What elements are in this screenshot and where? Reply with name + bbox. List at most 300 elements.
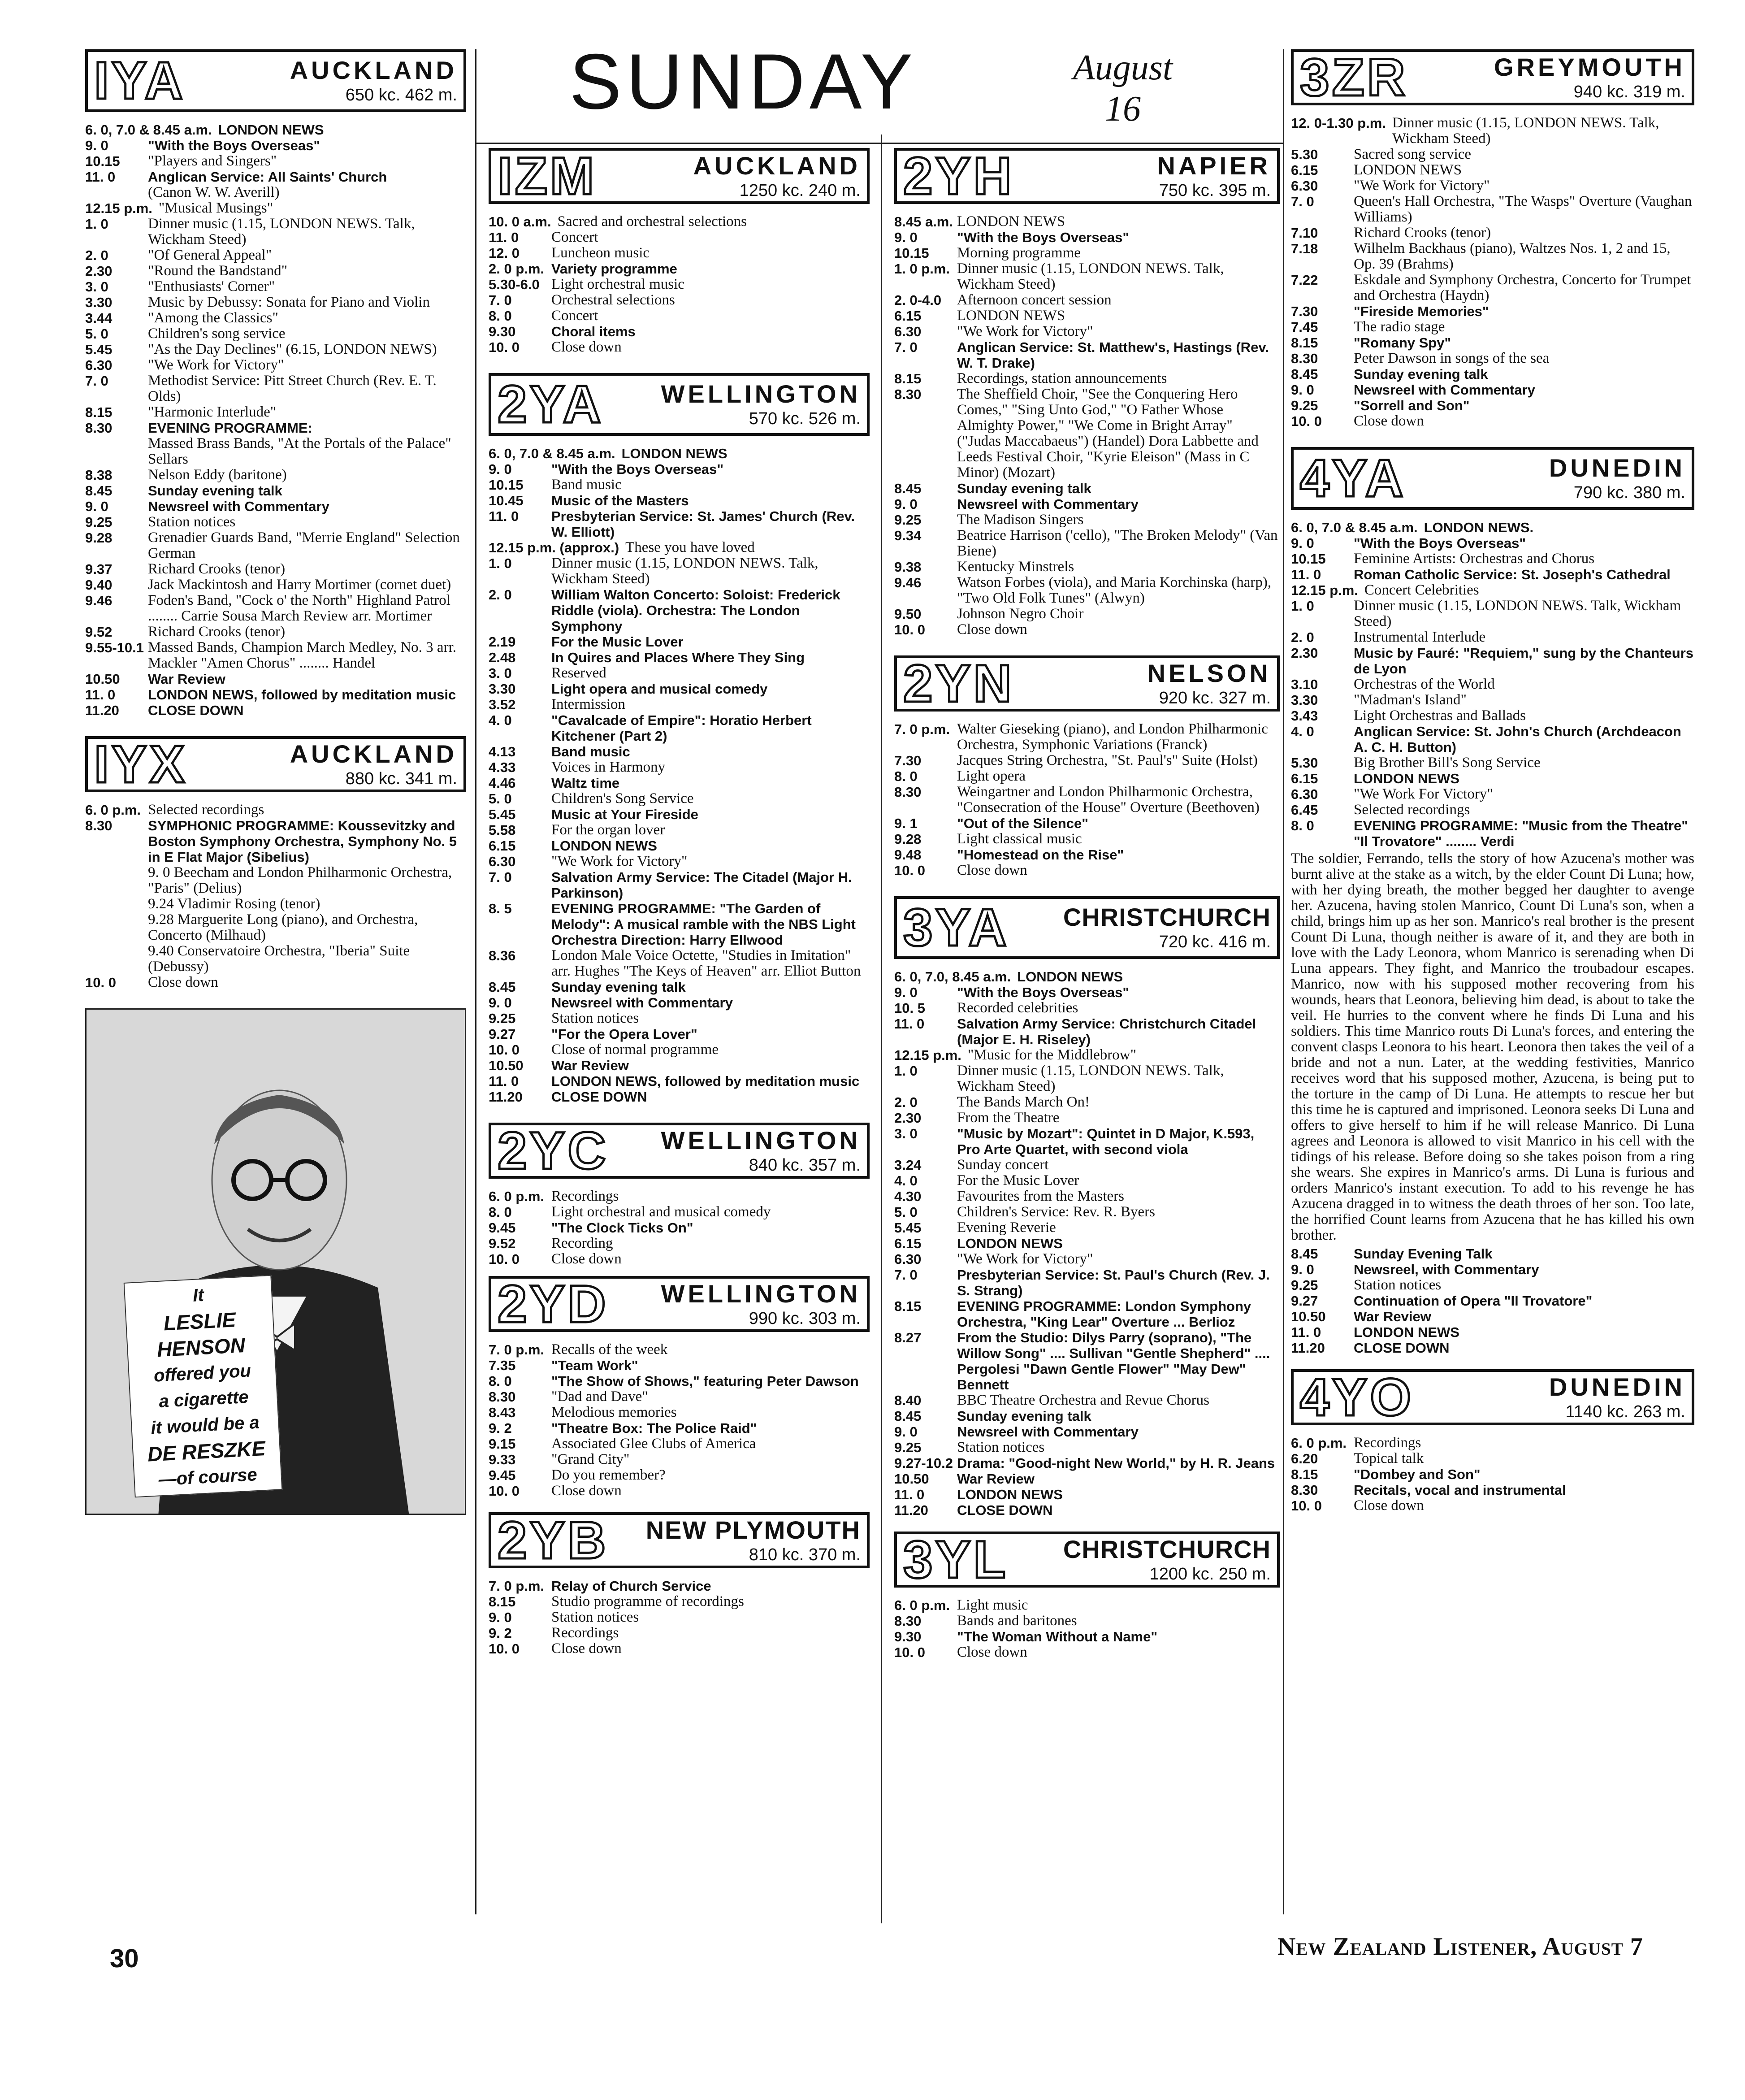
schedule-programme: "Dombey and Son" xyxy=(1354,1467,1481,1482)
schedule-programme: Close down xyxy=(551,1640,622,1657)
schedule-item xyxy=(85,404,466,420)
station-header-3yl xyxy=(894,1532,1280,1588)
schedule-item xyxy=(489,1204,870,1220)
schedule-programme: Orchestral selections xyxy=(551,292,675,308)
schedule-time: 9. 0 xyxy=(489,461,512,477)
schedule-item xyxy=(85,122,466,138)
schedule-time: 9.25 xyxy=(1291,1277,1318,1293)
schedule-programme: Richard Crooks (tenor) xyxy=(148,561,286,577)
schedule-programme: Newsreel with Commentary xyxy=(1354,382,1535,398)
ad-line: It xyxy=(192,1285,204,1306)
schedule-item xyxy=(489,759,870,775)
schedule-item xyxy=(85,865,466,896)
schedule-time: 8.30 xyxy=(489,1389,516,1405)
schedule-item xyxy=(1291,398,1694,413)
schedule-time: 9. 0 xyxy=(1291,535,1314,551)
schedule-programme: Light opera xyxy=(957,768,1026,784)
schedule-time: 4. 0 xyxy=(894,1173,918,1189)
ad-line: LESLIE xyxy=(163,1308,237,1335)
publication-footer: New Zealand Listener, August 7 xyxy=(1277,1933,1643,1961)
schedule-item xyxy=(85,499,466,514)
schedule-item xyxy=(85,436,466,467)
schedule-2yc xyxy=(489,1189,870,1267)
schedule-item xyxy=(1291,582,1694,598)
schedule-programme: Children's song service xyxy=(148,325,286,342)
schedule-item xyxy=(489,1011,870,1026)
station-header-3ya xyxy=(894,896,1280,959)
date-month: August xyxy=(1073,48,1173,87)
schedule-item xyxy=(489,854,870,869)
schedule-item xyxy=(894,622,1280,638)
schedule-programme: "Music for the Middlebrow" xyxy=(967,1047,1137,1063)
schedule-time: 7. 0 xyxy=(489,869,512,885)
schedule-time: 8.45 xyxy=(1291,1246,1318,1262)
schedule-item xyxy=(894,985,1280,1000)
column-4 xyxy=(1291,49,1694,1514)
schedule-item xyxy=(894,1298,1280,1330)
schedule-programme: LONDON NEWS xyxy=(1017,969,1123,985)
schedule-programme: Afternoon concert session xyxy=(957,292,1112,308)
schedule-time: 9. 2 xyxy=(489,1625,512,1641)
schedule-time: 9.25 xyxy=(489,1011,516,1026)
schedule-time: 6. 0 p.m. xyxy=(894,1597,950,1613)
schedule-time: 6. 0 p.m. xyxy=(1291,1435,1347,1451)
schedule-item xyxy=(489,1641,870,1657)
schedule-item xyxy=(85,420,466,436)
schedule-item xyxy=(894,324,1280,339)
schedule-item xyxy=(1291,1246,1694,1262)
schedule-programme: Massed Brass Bands, "At the Portals of the Palace" Sellars xyxy=(148,435,451,467)
schedule-time: 6.15 xyxy=(1291,771,1318,786)
station-city: CHRISTCHURCH xyxy=(1063,903,1271,931)
schedule-time: 10. 0 xyxy=(894,622,925,638)
schedule-item xyxy=(894,721,1280,753)
schedule-item xyxy=(85,153,466,169)
schedule-item xyxy=(1291,1498,1694,1514)
schedule-time: 11. 0 xyxy=(489,230,519,245)
schedule-programme: "We Work for Victory" xyxy=(148,357,284,373)
schedule-time: 10.15 xyxy=(1291,551,1326,567)
schedule-time: 3.24 xyxy=(894,1157,922,1173)
schedule-time: 9. 0 xyxy=(894,985,918,1000)
schedule-time: 10.50 xyxy=(1291,1309,1326,1324)
schedule-item xyxy=(489,1578,870,1594)
schedule-item xyxy=(489,1610,870,1625)
schedule-programme: Favourites from the Masters xyxy=(957,1188,1125,1204)
schedule-programme: "We Work For Victory" xyxy=(1354,786,1493,802)
schedule-time: 9.46 xyxy=(894,575,922,590)
schedule-programme: 9.40 Conservatoire Orchestra, "Iberia" Suite (Debussy) xyxy=(148,943,410,975)
column-rule-2 xyxy=(881,135,882,1923)
station-call: 2YH xyxy=(903,148,1014,206)
schedule-item xyxy=(894,1597,1280,1613)
schedule-item xyxy=(489,214,870,230)
ad-line: a cigarette xyxy=(158,1387,249,1412)
schedule-item xyxy=(85,247,466,263)
schedule-programme: Close down xyxy=(551,1251,622,1267)
station-header-2yd xyxy=(489,1276,870,1332)
schedule-time: 6. 0, 7.0 & 8.45 a.m. xyxy=(1291,520,1418,535)
schedule-programme: Methodist Service: Pitt Street Church (Rev. E. T. Olds) xyxy=(148,373,437,404)
schedule-time: 5. 0 xyxy=(489,791,512,807)
schedule-programme: Jack Mackintosh and Harry Mortimer (cornet duet) xyxy=(148,577,451,593)
schedule-programme: Music of the Masters xyxy=(551,493,689,508)
schedule-programme: Jacques String Orchestra, "St. Paul's" Suite (Holst) xyxy=(957,752,1258,768)
schedule-item xyxy=(894,1047,1280,1063)
station-header-2yb xyxy=(489,1512,870,1568)
schedule-item xyxy=(85,896,466,912)
schedule-time: 7.30 xyxy=(1291,304,1318,319)
station-call: 2YA xyxy=(498,375,604,434)
schedule-3zr xyxy=(1291,115,1694,429)
station-frequency: 840 kc. 357 m. xyxy=(749,1155,861,1175)
schedule-item xyxy=(894,481,1280,496)
schedule-item xyxy=(85,703,466,718)
schedule-item xyxy=(1291,1277,1694,1293)
schedule-programme: Walter Gieseking (piano), and London Philharmonic Orchestra, Symphonic Variations (Franck) xyxy=(957,721,1268,753)
station-header-2yn xyxy=(894,655,1280,712)
schedule-time: 6. 0, 7.0 & 8.45 a.m. xyxy=(85,122,212,138)
schedule-programme: "With the Boys Overseas" xyxy=(551,461,724,477)
schedule-programme: Station notices xyxy=(1354,1277,1442,1293)
schedule-item xyxy=(489,261,870,277)
schedule-time: 6. 0 p.m. xyxy=(489,1189,545,1204)
schedule-item xyxy=(489,1483,870,1499)
schedule-item xyxy=(489,1594,870,1610)
schedule-time: 12. 0-1.30 p.m. xyxy=(1291,115,1386,131)
schedule-programme: Recording xyxy=(551,1235,613,1251)
schedule-item xyxy=(489,712,870,744)
column-1 xyxy=(85,49,466,1515)
schedule-programme: Dinner music (1.15, LONDON NEWS. Talk, Wickham Steed) xyxy=(551,555,818,587)
schedule-time: 9.40 xyxy=(85,577,113,593)
schedule-item xyxy=(1291,1482,1694,1498)
schedule-time: 7.45 xyxy=(1291,319,1318,335)
schedule-programme: Light classical music xyxy=(957,831,1082,847)
schedule-time: 12.15 p.m. (approx.) xyxy=(489,540,619,555)
schedule-time: 5.30 xyxy=(1291,147,1318,162)
column-rule-3 xyxy=(1283,49,1284,1914)
schedule-programme: Anglican Service: St. John's Church (Archdeacon A. C. H. Button) xyxy=(1354,724,1681,755)
schedule-programme: LONDON NEWS xyxy=(957,213,1065,230)
schedule-programme: Presbyterian Service: St. Paul's Church (Rev. J. S. Strang) xyxy=(957,1267,1270,1298)
schedule-item xyxy=(894,1094,1280,1110)
station-city: WELLINGTON xyxy=(661,380,861,408)
schedule-item xyxy=(489,1452,870,1467)
schedule-item xyxy=(894,1173,1280,1189)
schedule-item xyxy=(85,943,466,975)
schedule-3ya xyxy=(894,969,1280,1518)
schedule-item xyxy=(1291,225,1694,241)
schedule-item xyxy=(894,1204,1280,1220)
schedule-item xyxy=(1291,786,1694,802)
schedule-item xyxy=(85,279,466,295)
schedule-programme: "Madman's Island" xyxy=(1354,692,1467,708)
schedule-programme: "Dad and Dave" xyxy=(551,1388,648,1405)
schedule-programme: Wilhelm Backhaus (piano), Waltzes Nos. 1, 2 and 15, Op. 39 (Brahms) xyxy=(1354,240,1671,272)
schedule-programme: Choral items xyxy=(551,324,636,339)
schedule-programme: Sunday evening talk xyxy=(957,1408,1091,1424)
schedule-time: 2.48 xyxy=(489,650,516,665)
schedule-time: 6.30 xyxy=(85,357,113,373)
schedule-item xyxy=(894,1455,1280,1471)
schedule-programme: Instrumental Interlude xyxy=(1354,629,1486,645)
schedule-item xyxy=(85,310,466,326)
schedule-time: 9.52 xyxy=(489,1236,516,1251)
schedule-programme: "Grand City" xyxy=(551,1451,630,1467)
schedule-programme: Selected recordings xyxy=(148,802,264,818)
schedule-time: 10.15 xyxy=(894,245,929,261)
schedule-programme: Concert xyxy=(551,308,598,324)
station-city: CHRISTCHURCH xyxy=(1063,1535,1271,1563)
schedule-time: 8. 0 xyxy=(489,1373,512,1389)
schedule-item xyxy=(1291,319,1694,335)
schedule-programme: In Quires and Places Where They Sing xyxy=(551,650,805,665)
schedule-time: 10. 0 xyxy=(489,1042,520,1058)
schedule-programme: Band music xyxy=(551,477,622,493)
schedule-programme: Sunday concert xyxy=(957,1157,1049,1173)
schedule-item xyxy=(1291,1467,1694,1482)
station-frequency: 880 kc. 341 m. xyxy=(345,769,457,788)
schedule-item xyxy=(1291,802,1694,818)
schedule-item xyxy=(489,681,870,697)
station-call: 4YO xyxy=(1300,1367,1414,1427)
schedule-item xyxy=(1291,1262,1694,1277)
schedule-item xyxy=(1291,724,1694,755)
schedule-time: 5.30 xyxy=(1291,755,1318,771)
station-header-4yo xyxy=(1291,1369,1694,1425)
schedule-item xyxy=(894,1613,1280,1629)
schedule-item xyxy=(489,822,870,838)
schedule-time: 4. 0 xyxy=(1291,724,1314,739)
schedule-item xyxy=(894,371,1280,386)
schedule-item xyxy=(894,1220,1280,1236)
schedule-time: 2.30 xyxy=(894,1110,922,1126)
schedule-programme: "We Work for Victory" xyxy=(1354,178,1490,194)
schedule-time: 7.22 xyxy=(1291,272,1318,288)
schedule-time: 11. 0 xyxy=(489,508,519,524)
station-city: AUCKLAND xyxy=(290,739,457,768)
station-city: AUCKLAND xyxy=(290,56,457,84)
schedule-item xyxy=(489,1405,870,1420)
schedule-item xyxy=(894,1110,1280,1126)
header-rule xyxy=(475,143,1284,144)
page-date xyxy=(1071,47,1174,130)
schedule-programme: Dinner music (1.15, LONDON NEWS. Talk, Wickham Steed) xyxy=(1392,115,1659,147)
schedule-item xyxy=(1291,1293,1694,1309)
schedule-time: 6.15 xyxy=(894,1236,922,1251)
schedule-time: 10. 0 xyxy=(489,1641,520,1657)
schedule-item xyxy=(85,185,466,200)
schedule-item xyxy=(894,559,1280,575)
schedule-time: 12.15 p.m. xyxy=(1291,582,1358,598)
schedule-programme: "Homestead on the Rise" xyxy=(957,847,1124,863)
schedule-item xyxy=(489,775,870,791)
schedule-programme: "Harmonic Interlude" xyxy=(148,404,277,420)
schedule-item xyxy=(1291,629,1694,645)
schedule-item xyxy=(85,624,466,640)
schedule-programme: Recalls of the week xyxy=(551,1341,668,1358)
schedule-programme: "Among the Classics" xyxy=(148,310,278,326)
schedule-programme: "The Clock Ticks On" xyxy=(551,1220,693,1236)
schedule-programme: Drama: "Good-night New World," by H. R. Jeans xyxy=(957,1455,1275,1471)
page-title: SUNDAY xyxy=(569,38,918,126)
schedule-time: 3.30 xyxy=(1291,692,1318,708)
schedule-1zm xyxy=(489,214,870,355)
schedule-item xyxy=(85,467,466,483)
schedule-item xyxy=(85,216,466,247)
schedule-item xyxy=(85,975,466,990)
station-frequency: 920 kc. 327 m. xyxy=(1159,688,1271,707)
schedule-item xyxy=(489,1251,870,1267)
schedule-programme: "Of General Appeal" xyxy=(148,247,272,263)
station-city: NAPIER xyxy=(1157,151,1271,180)
schedule-programme: Massed Bands, Champion March Medley, No. 3 arr. Mackler "Amen Chorus" ........ Handel xyxy=(148,639,456,671)
schedule-time xyxy=(85,896,148,912)
schedule-time: 11. 0 xyxy=(489,1073,519,1089)
schedule-time: 9.46 xyxy=(85,593,113,608)
station-frequency: 940 kc. 319 m. xyxy=(1573,82,1685,101)
schedule-time: 9.48 xyxy=(894,847,922,863)
schedule-item xyxy=(489,1373,870,1389)
schedule-item xyxy=(894,768,1280,784)
schedule-programme: War Review xyxy=(148,671,225,687)
station-header-4ya xyxy=(1291,447,1694,510)
schedule-item xyxy=(894,1408,1280,1424)
schedule-item xyxy=(489,869,870,901)
schedule-time: 7. 0 xyxy=(1291,194,1314,209)
schedule-programme: Studio programme of recordings xyxy=(551,1593,744,1610)
station-header-3zr xyxy=(1291,49,1694,105)
schedule-item xyxy=(1291,1451,1694,1467)
schedule-programme: "Round the Bandstand" xyxy=(148,263,288,279)
schedule-programme: Anglican Service: St. Matthew's, Hastings (Rev. W. T. Drake) xyxy=(957,339,1269,371)
schedule-item xyxy=(85,802,466,818)
schedule-time: 9.25 xyxy=(894,1440,922,1455)
schedule-programme: War Review xyxy=(957,1471,1035,1487)
schedule-item xyxy=(489,995,870,1011)
schedule-item xyxy=(894,969,1280,985)
schedule-programme: EVENING PROGRAMME: "The Garden of Melody": A musical ramble with the NBS Light Orchestra Direction: Harry Ellwood xyxy=(551,901,856,948)
schedule-programme: 9.24 Vladimir Rosing (tenor) xyxy=(148,896,320,912)
schedule-time: 2. 0 xyxy=(894,1094,918,1110)
schedule-time: 9.37 xyxy=(85,561,113,577)
schedule-item xyxy=(489,477,870,493)
schedule-time: 8.15 xyxy=(894,371,922,386)
schedule-programme: "The Show of Shows," featuring Peter Dawson xyxy=(551,1373,859,1389)
schedule-programme: For the Music Lover xyxy=(957,1172,1079,1189)
schedule-time: 8.38 xyxy=(85,467,113,483)
station-frequency: 750 kc. 395 m. xyxy=(1159,181,1271,200)
schedule-time: 1. 0 p.m. xyxy=(894,261,950,277)
schedule-programme: CLOSE DOWN xyxy=(148,703,244,718)
schedule-time xyxy=(85,436,148,467)
schedule-time: 10.50 xyxy=(894,1471,929,1487)
schedule-programme: (Canon W. W. Averill) xyxy=(148,184,280,200)
schedule-programme: "As the Day Declines" (6.15, LONDON NEWS) xyxy=(148,341,437,357)
schedule-4yo xyxy=(1291,1435,1694,1514)
schedule-programme: "For the Opera Lover" xyxy=(551,1026,697,1042)
schedule-programme: Close down xyxy=(148,974,218,990)
schedule-time: 8. 0 xyxy=(1291,818,1314,833)
schedule-item xyxy=(489,791,870,807)
schedule-item xyxy=(894,1251,1280,1267)
schedule-programme: Close down xyxy=(1354,413,1424,429)
schedule-time: 10. 5 xyxy=(894,1000,925,1016)
opera-synopsis: The soldier, Ferrando, tells the story of how Azucena's mother was burnt alive at the stake as a witch, by the elder Count Di Luna; how, with her dying breath, the mother begged her daughter to avenge her. Azucena, having stolen Manrico, Count Di Luna's son, when a child, brings him up as her son. Manrico's real brother is the present Count Di Luna, though neither is aware of it, and they are both in love with the Lady Leonora, whom Manrico is serenading when Di Luna appears. They fight, and Manrico the troubadour escapes. Manrico, now with his supposed mother recovering from his wounds, hears that Leonora, believing him dead, is about to take the veil. He hurries to the convent where he finds Di Luna and his soldiers. This time Manrico routs Di Luna's forces, and entering the convent clasps Leonora to his heart. Leonora then takes the veil of a bride and not a nun. Later, at the wedding festivities, Manrico receives word that his supposed mother, Azucena, is being put to the torture in the camp of Di Luna. He attempts to rescue her but this time he is captured and imprisoned. Leonora seeks Di Luna and offers to give herself to him if he will release Manrico. Di Luna agrees and Leonora is allowed to visit Manrico in his cell with the tidings of his release. Before doing so she takes poison from a ring she wears. She expires in Manrico's arms. Di Luna is furious and orders Manrico's instant execution. To add to his revenge he has Azucena dragged in to witness the death throes of her son. Too late, the horrified Count learns from Azucena that he has killed his own brother. xyxy=(1291,850,1694,1243)
station-frequency: 990 kc. 303 m. xyxy=(749,1309,861,1328)
schedule-time: 9.52 xyxy=(85,624,113,640)
schedule-programme: Dinner music (1.15, LONDON NEWS. Talk, Wickham Steed) xyxy=(1354,598,1681,629)
ad-line: DE RESZKE xyxy=(147,1436,266,1466)
schedule-1yx xyxy=(85,802,466,990)
schedule-time: 11. 0 xyxy=(894,1487,925,1502)
schedule-programme: LONDON NEWS xyxy=(957,1236,1063,1251)
schedule-item xyxy=(85,640,466,671)
schedule-item xyxy=(894,1487,1280,1502)
schedule-time: 10. 0 xyxy=(85,975,116,990)
schedule-time: 10. 0 xyxy=(1291,1498,1322,1514)
schedule-item xyxy=(85,561,466,577)
station-call: IYX xyxy=(94,734,188,794)
schedule-programme: Station notices xyxy=(957,1439,1045,1455)
station-city: GREYMOUTH xyxy=(1494,52,1685,81)
schedule-item xyxy=(1291,178,1694,194)
schedule-item xyxy=(489,1073,870,1089)
schedule-time: 10. 0 xyxy=(489,339,520,355)
station-frequency: 650 kc. 462 m. xyxy=(345,86,457,104)
schedule-item xyxy=(489,744,870,759)
schedule-time: 5.45 xyxy=(894,1220,922,1236)
schedule-time: 10.15 xyxy=(85,153,120,169)
schedule-item xyxy=(489,277,870,292)
schedule-item xyxy=(894,214,1280,230)
schedule-time xyxy=(85,865,148,896)
schedule-item xyxy=(489,650,870,665)
schedule-programme: LONDON NEWS xyxy=(1354,162,1462,178)
schedule-programme: For the organ lover xyxy=(551,822,665,838)
schedule-item xyxy=(489,508,870,540)
cigarette-ad xyxy=(124,1275,283,1498)
schedule-time: 4. 0 xyxy=(489,712,512,728)
schedule-programme: Anglican Service: All Saints' Church xyxy=(148,169,387,185)
schedule-programme: Newsreel with Commentary xyxy=(148,499,329,514)
station-call: IYA xyxy=(94,51,186,110)
schedule-time: 9. 0 xyxy=(85,138,108,153)
schedule-time: 5. 0 xyxy=(85,326,108,342)
schedule-item xyxy=(1291,708,1694,724)
schedule-time: 7.35 xyxy=(489,1358,516,1373)
schedule-time: 11.20 xyxy=(85,703,119,718)
schedule-item xyxy=(894,308,1280,324)
schedule-time: 6. 0, 7.0 & 8.45 a.m. xyxy=(489,446,615,461)
schedule-time: 3.10 xyxy=(1291,677,1318,692)
schedule-time: 9.27 xyxy=(1291,1293,1318,1309)
schedule-time: 8.45 xyxy=(894,481,922,496)
schedule-programme: Newsreel, with Commentary xyxy=(1354,1262,1539,1277)
schedule-time: 9.50 xyxy=(894,606,922,622)
schedule-programme: BBC Theatre Orchestra and Revue Chorus xyxy=(957,1392,1209,1408)
schedule-time: 9.30 xyxy=(894,1629,922,1644)
schedule-time: 10. 0 xyxy=(489,1483,520,1499)
column-2 xyxy=(489,148,870,1657)
schedule-time: 4.33 xyxy=(489,759,516,775)
station-header-1zm xyxy=(489,148,870,204)
schedule-time: 10. 0 xyxy=(894,1644,925,1660)
schedule-programme: Music by Debussy: Sonata for Piano and Violin xyxy=(148,294,430,310)
schedule-programme: Recordings, station announcements xyxy=(957,370,1167,386)
schedule-item xyxy=(489,634,870,650)
